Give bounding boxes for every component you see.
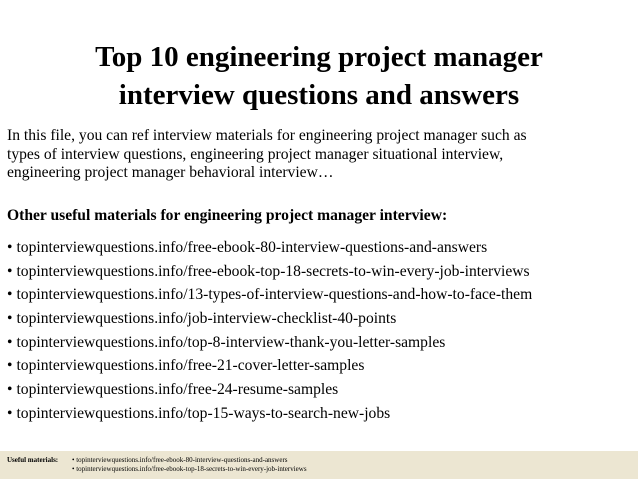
material-link[interactable]: topinterviewquestions.info/free-24-resume-samples xyxy=(16,381,339,399)
materials-list xyxy=(7,238,635,428)
bullet-icon: • xyxy=(7,239,13,256)
materials-heading: Other useful materials for engineering project manager interview: xyxy=(7,207,448,224)
page-title xyxy=(0,38,638,114)
footer-ref[interactable]: • topinterviewquestions.info/free-ebook-80-interview-questions-and-answers xyxy=(72,456,288,464)
bullet-icon: • xyxy=(7,333,13,351)
bullet-icon: • xyxy=(7,262,13,280)
footer-label: Useful materials: xyxy=(7,456,59,464)
list-item xyxy=(7,262,635,286)
list-item xyxy=(7,356,635,380)
material-link[interactable]: topinterviewquestions.info/free-ebook-top-18-secrets-to-win-every-job-interviews xyxy=(16,262,530,280)
title-line-1: Top 10 engineering project manager xyxy=(95,41,543,73)
material-link[interactable]: topinterviewquestions.info/free-ebook-80-interview-questions-and-answers xyxy=(16,239,488,256)
material-link[interactable]: topinterviewquestions.info/free-21-cover-letter-samples xyxy=(16,357,365,375)
list-item xyxy=(7,309,635,333)
material-link[interactable]: topinterviewquestions.info/top-15-ways-to-search-new-jobs xyxy=(16,404,391,422)
intro-paragraph xyxy=(7,127,632,183)
material-link[interactable]: topinterviewquestions.info/job-interview-checklist-40-points xyxy=(16,310,397,328)
footer-refs xyxy=(72,456,307,474)
footer-ref[interactable]: • topinterviewquestions.info/free-ebook-top-18-secrets-to-win-every-job-interviews xyxy=(72,465,307,473)
list-item xyxy=(7,380,635,404)
footer-bar xyxy=(0,451,638,479)
intro-line-1: In this file, you can ref interview materials for engineering project manager such as xyxy=(7,127,527,144)
list-item xyxy=(7,285,635,309)
bullet-icon: • xyxy=(7,381,13,399)
bullet-icon: • xyxy=(7,286,13,304)
intro-line-3: engineering project manager behavioral interview… xyxy=(7,164,334,181)
material-link[interactable]: topinterviewquestions.info/13-types-of-interview-questions-and-how-to-face-them xyxy=(16,286,533,304)
title-line-2: interview questions and answers xyxy=(118,79,520,111)
list-item xyxy=(7,404,635,428)
intro-line-2: types of interview questions, engineering project manager situational interview, xyxy=(7,145,504,163)
material-link[interactable]: topinterviewquestions.info/top-8-interview-thank-you-letter-samples xyxy=(16,333,446,351)
list-item xyxy=(7,333,635,357)
bullet-icon: • xyxy=(7,404,13,422)
bullet-icon: • xyxy=(7,357,13,375)
bullet-icon: • xyxy=(7,310,13,328)
list-item xyxy=(7,238,635,262)
